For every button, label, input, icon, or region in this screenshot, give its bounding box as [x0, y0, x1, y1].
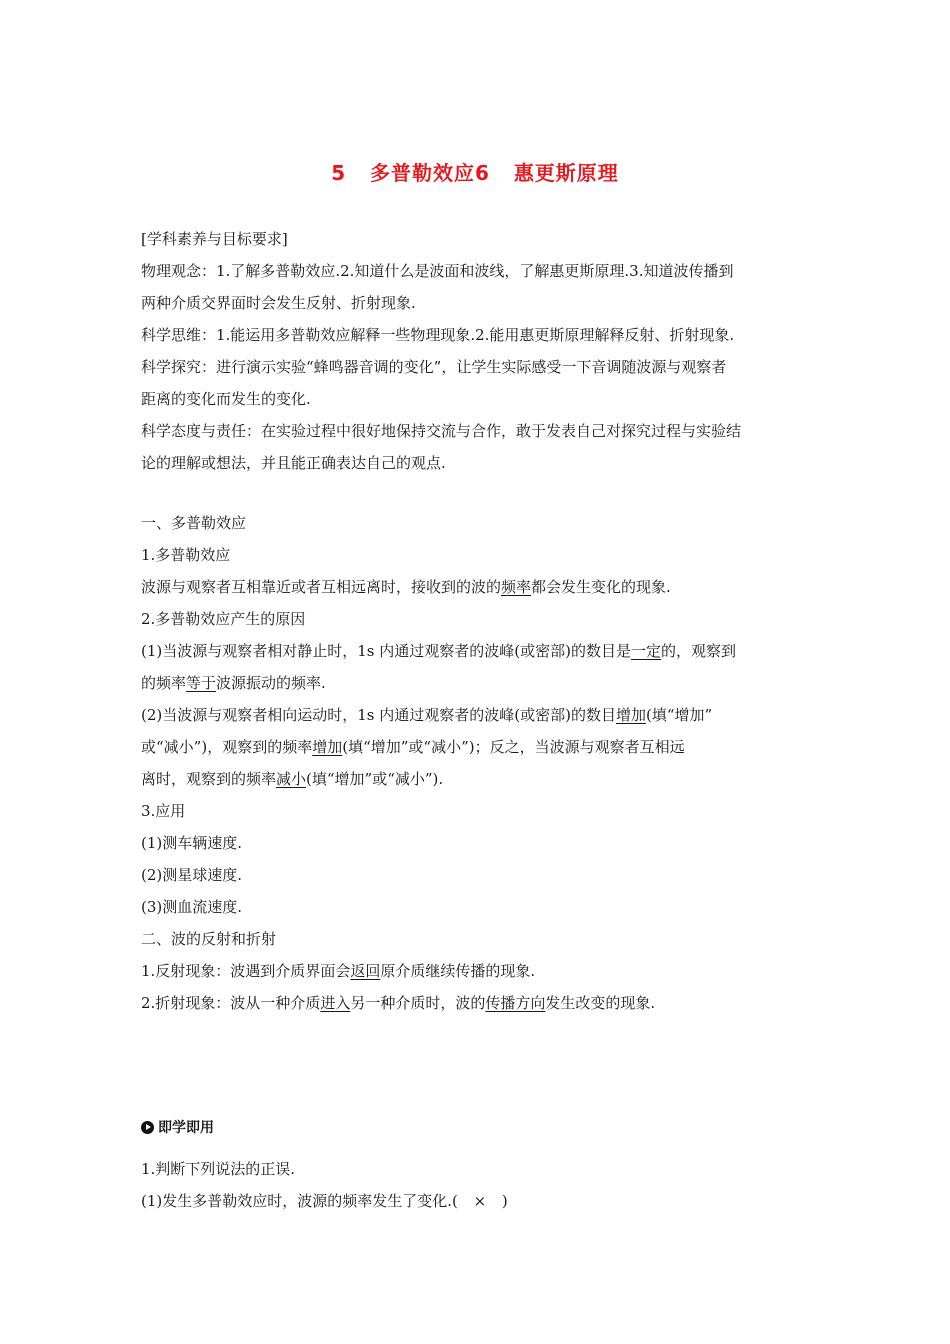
title-number: 5 — [331, 161, 347, 185]
blank-answer: 一定 — [630, 642, 661, 660]
s1-p1-line-2: 的频率等于波源振动的频率. — [141, 674, 326, 692]
goals-line-6: 科学态度与责任：在实验过程中很好地保持交流与合作，敢于发表自己对探究过程与实验结 — [141, 422, 742, 440]
blank-answer: 减小 — [276, 770, 307, 788]
question-1-1: (1)发生多普勒效应时，波源的频率发生了变化.( × ) — [141, 1192, 508, 1210]
goals-line-3: 科学思维：1.能运用多普勒效应解释一些物理现象.2.能用惠更斯原理解释反射、折射现象. — [141, 326, 735, 344]
goals-line-1: 物理观念：1.了解多普勒效应.2.知道什么是波面和波线，了解惠更斯原理.3.知道波传播到 — [141, 262, 734, 280]
page-title — [0, 157, 950, 186]
answer-mark: × — [473, 1192, 487, 1210]
play-circle-icon — [141, 1121, 154, 1134]
goals-line-2: 两种介质交界面时会发生反射、折射现象. — [141, 294, 416, 312]
blank-answer: 等于 — [186, 674, 217, 692]
goals-line-4: 科学探究：进行演示实验“蜂鸣器音调的变化”，让学生实际感受一下音调随波源与观察者 — [141, 358, 727, 376]
title-part-1: 多普勒效应 — [370, 161, 475, 185]
goals-line-7: 论的理解或想法，并且能正确表达自己的观点. — [141, 454, 446, 472]
question-1: 1.判断下列说法的正误. — [141, 1160, 296, 1178]
blank-answer: 增加 — [312, 738, 343, 756]
practice-heading-label: 即学即用 — [158, 1120, 214, 1136]
goals-heading: [学科素养与目标要求] — [141, 230, 288, 248]
practice-heading — [141, 1117, 214, 1137]
goals-line-5: 距离的变化而发生的变化. — [141, 390, 311, 408]
blank-answer: 传播方向 — [485, 994, 546, 1012]
refraction-line: 2.折射现象：波从一种介质进入另一种介质时，波的传播方向发生改变的现象. — [141, 994, 656, 1012]
application-2: (2)测星球速度. — [141, 866, 243, 884]
title-part-2: 惠更斯原理 — [513, 161, 619, 185]
s1-sub-2: 2.多普勒效应产生的原因 — [141, 610, 306, 628]
s1-p2-line-2: 或“减小”)，观察到的频率增加(填“增加”或“减小”)；反之，当波源与观察者互相远 — [141, 738, 685, 756]
blank-answer: 进入 — [320, 994, 351, 1012]
application-1: (1)测车辆速度. — [141, 834, 243, 852]
blank-answer: 返回 — [350, 962, 381, 980]
blank-answer: 频率 — [501, 578, 532, 596]
s1-p2-line-1: (2)当波源与观察者相向运动时，1s 内通过观察者的波峰(或密部)的数目增加(填“增加” — [141, 706, 713, 724]
s1-definition: 波源与观察者互相靠近或者互相远离时，接收到的波的频率都会发生变化的现象. — [141, 578, 671, 596]
title-number-2: 6 — [475, 161, 490, 185]
blank-answer: 增加 — [615, 706, 646, 724]
s1-sub-1: 1.多普勒效应 — [141, 546, 231, 564]
s1-p1-line-1: (1)当波源与观察者相对静止时，1s 内通过观察者的波峰(或密部)的数目是一定的，观察到 — [141, 642, 736, 660]
section-2-heading: 二、波的反射和折射 — [141, 930, 277, 948]
s1-p2-line-3: 离时，观察到的频率减小(填“增加”或“减小”). — [141, 770, 444, 788]
s1-sub-3: 3.应用 — [141, 802, 186, 820]
reflection-line: 1.反射现象：波遇到介质界面会返回原介质继续传播的现象. — [141, 962, 536, 980]
section-1-heading: 一、多普勒效应 — [141, 514, 247, 532]
application-3: (3)测血流速度. — [141, 898, 243, 916]
